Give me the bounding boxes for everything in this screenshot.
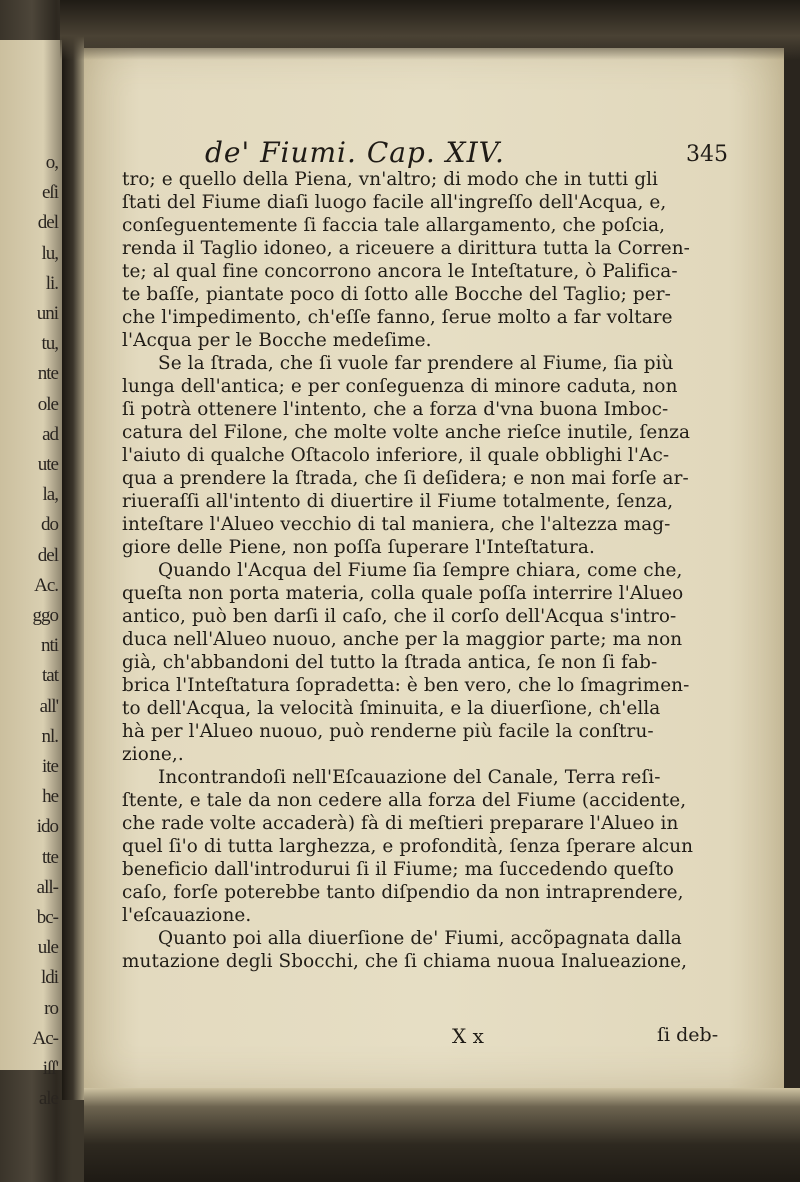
text-line: ſtente, e tale da non cedere alla forza del Fiume (accidente, xyxy=(122,790,687,811)
text-line: conſeguentemente ſi faccia tale allargamento, che poſcia, xyxy=(122,215,666,236)
text-line: che rade volte accaderà) fà di meſtieri preparare l'Alueo in xyxy=(122,813,679,834)
text-line: hà per l'Alueo nuouo, può renderne più facile la conſtru- xyxy=(122,721,654,742)
facing-page-edge xyxy=(0,40,62,1110)
facing-page-fragment: del xyxy=(37,544,58,566)
facing-page-fragment: o, xyxy=(45,152,58,173)
facing-page-fragment: ggo xyxy=(32,605,58,626)
text-line: Quanto poi alla diuerſione de' Fiumi, accõpagnata dalla xyxy=(158,928,682,949)
page-top-shadow xyxy=(60,0,800,60)
facing-page-fragment: uni xyxy=(36,303,58,324)
body-text xyxy=(122,168,734,973)
facing-page-fragment: tu, xyxy=(41,333,58,355)
text-line: brica l'Inteſtatura ſopradetta: è ben vero, che lo ſmagrimen- xyxy=(122,675,690,696)
text-line: queſta non porta materia, colla quale poſſa interrire l'Alueo xyxy=(122,583,684,604)
facing-page-fragment: iſſ' xyxy=(42,1058,58,1079)
facing-page-fragment: do xyxy=(41,514,58,536)
page-bottom-edge xyxy=(84,1088,800,1182)
text-line: duca nell'Alueo nuouo, anche per la maggior parte; ma non xyxy=(122,629,683,650)
text-line: ſtati del Fiume diaſi luogo facile all'ingreſſo dell'Acqua, e, xyxy=(122,192,667,213)
facing-page-fragment: ido xyxy=(36,816,58,838)
facing-page-fragment: del xyxy=(37,212,58,234)
text-line: te; al qual fine concorrono ancora le Inteſtature, ò Palifica- xyxy=(122,261,678,282)
facing-page-fragment: ite xyxy=(42,756,58,777)
text-line: ſi potrà ottenere l'intento, che a forza d'vna buona Imboc- xyxy=(122,399,669,420)
facing-page-fragment: bc- xyxy=(36,907,58,928)
facing-page-fragment: nti xyxy=(40,635,58,657)
text-line: l'eſcauazione. xyxy=(122,905,252,926)
text-line: lunga dell'antica; e per conſeguenza di minore caduta, non xyxy=(122,376,678,397)
facing-page-fragment: ule xyxy=(37,937,58,959)
facing-page-fragment: nte xyxy=(37,363,58,385)
facing-page-fragment: li. xyxy=(45,272,58,294)
text-line: tro; e quello della Piena, vn'altro; di modo che in tutti gli xyxy=(122,169,659,190)
text-line: to dell'Acqua, la velocità ſminuita, e la diuerſione, ch'ella xyxy=(122,698,661,719)
signature-mark: X x xyxy=(452,1024,484,1048)
facing-page-fragment: ute xyxy=(37,454,58,475)
facing-page-fragment: ad xyxy=(42,423,58,445)
facing-page-fragment: Ac- xyxy=(32,1027,58,1049)
text-line: mutazione degli Sbocchi, che ſi chiama nuoua Inalueazione, xyxy=(122,951,688,972)
facing-page-fragment: nl. xyxy=(41,725,58,747)
text-line: te baſſe, piantate poco di ſotto alle Bocche del Taglio; per- xyxy=(122,284,671,305)
text-line: antico, può ben darſi il caſo, che il corſo dell'Acqua s'intro- xyxy=(122,606,677,627)
facing-page-fragment: la, xyxy=(42,484,58,506)
text-line: Incontrandoſi nell'Eſcauazione del Canale, Terra reſi- xyxy=(158,767,661,788)
facing-page-fragment: lu, xyxy=(41,242,58,264)
text-line: l'Acqua per le Bocche medeſime. xyxy=(122,330,432,351)
facing-page-fragment: tat xyxy=(42,665,58,687)
catchword: ſi deb- xyxy=(657,1024,719,1046)
text-line: riueraſſi all'intento di diuertire il Fiume totalmente, ſenza, xyxy=(122,491,674,512)
text-line: che l'impedimento, ch'eſſe fanno, ſerue molto a far voltare xyxy=(122,307,673,328)
facing-page-fragment: ole xyxy=(37,393,58,415)
text-line: inteſtare l'Alueo vecchio di tal maniera, che l'altezza mag- xyxy=(122,514,671,535)
text-line: quel ſi'o di tutta larghezza, e profondità, ſenza ſperare alcun xyxy=(122,836,694,857)
footer-line xyxy=(122,1024,734,1050)
text-line: catura del Filone, che molte volte anche rieſce inutile, ſenza xyxy=(122,422,691,443)
page-number: 345 xyxy=(686,142,728,167)
book-gutter xyxy=(62,30,84,1100)
text-line: già, ch'abbandoni del tutto la ſtrada antica, ſe non ſi fab- xyxy=(122,652,658,673)
facing-page-fragment: eſi xyxy=(42,182,58,204)
facing-page-fragment: he xyxy=(42,786,58,808)
text-line: l'aiuto di qualche Oſtacolo inferiore, il quale obblighi l'Ac- xyxy=(122,445,670,466)
text-line: renda il Taglio idoneo, a riceuere a dirittura tutta la Corren- xyxy=(122,238,690,259)
facing-page-fragment: ro xyxy=(44,997,58,1019)
text-line: giore delle Piene, non poſſa ſuperare l'Inteſtatura. xyxy=(122,537,595,558)
text-line: qua a prendere la ſtrada, che ſi deſidera; e non mai forſe ar- xyxy=(122,468,689,489)
facing-page-fragment: ale xyxy=(38,1088,58,1110)
facing-page-fragment: ldi xyxy=(40,967,58,989)
facing-page-fragment: Ac. xyxy=(34,574,58,596)
running-head: de' Fiumi. Cap. XIV. xyxy=(205,136,505,169)
text-line: caſo, forſe poterebbe tanto diſpendio da non intraprendere, xyxy=(122,882,684,903)
facing-page-fragment: all- xyxy=(36,876,58,898)
facing-page-fragment: tte xyxy=(42,846,58,868)
text-line: zione,. xyxy=(122,744,184,765)
text-line: beneficio dall'introdurui ſi il Fiume; ma ſuccedendo queſto xyxy=(122,859,674,880)
text-line: Se la ſtrada, che ſi vuole far prendere al Fiume, ſia più xyxy=(158,353,674,374)
facing-page-fragment: all' xyxy=(39,695,58,717)
text-line: Quando l'Acqua del Fiume ſia ſempre chiara, come che, xyxy=(158,560,683,581)
